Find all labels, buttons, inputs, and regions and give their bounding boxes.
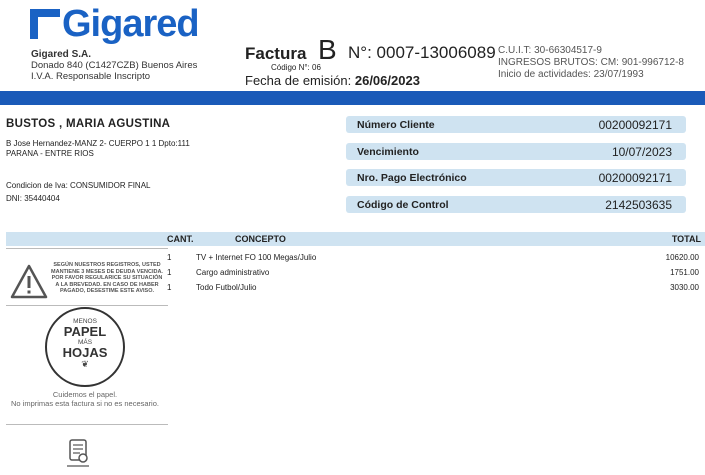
info-row-pago-electronico (346, 169, 686, 186)
company-iva: I.V.A. Responsable Inscripto (31, 71, 150, 82)
numero-value: 0007-13006089 (376, 43, 496, 62)
inicio-line: Inicio de actividades: 23/07/1993 (498, 69, 644, 80)
codigo-value: 06 (312, 63, 321, 72)
header-divider-bar (0, 91, 705, 105)
client-address-line2: PARANA - ENTRE RIOS (6, 149, 94, 158)
sidebar-divider-mid (6, 305, 168, 306)
info-row-codigo-control (346, 196, 686, 213)
info-row-vencimiento (346, 143, 686, 160)
sidebar-divider-top (6, 248, 168, 249)
header-concepto: CONCEPTO (235, 234, 286, 244)
codigo-label: Código N°: (271, 63, 310, 72)
info-value: 2142503635 (605, 197, 672, 212)
row-cant: 1 (167, 283, 172, 292)
gigared-logo (30, 3, 199, 45)
info-value: 00200092171 (598, 117, 672, 132)
badge-mas: MÁS (77, 339, 93, 346)
logo-text: Gigared (62, 3, 199, 45)
warning-icon (10, 264, 48, 305)
factura-numero (348, 43, 496, 63)
company-info (31, 49, 197, 82)
tax-info (498, 45, 684, 81)
badge-hojas: HOJAS (62, 345, 108, 360)
row-total: 1751.00 (670, 268, 699, 277)
fecha-label: Fecha de emisión: (245, 73, 352, 88)
table-header (6, 232, 705, 246)
row-cant: 1 (167, 253, 172, 262)
codigo-numero (271, 63, 321, 72)
info-value: 10/07/2023 (611, 144, 672, 159)
badge-papel: PAPEL (63, 324, 107, 339)
company-name: Gigared S.A. (31, 49, 92, 60)
row-concepto: TV + Internet FO 100 Megas/Julio (196, 253, 317, 262)
header-cant: CANT. (167, 234, 194, 244)
ingresos-line: INGRESOS BRUTOS: CM: 901-996712-8 (498, 57, 684, 68)
badge-menos: MENOS (73, 318, 97, 325)
cuidemos-line1: Cuidemos el papel. (52, 390, 118, 399)
fecha-emision (245, 73, 420, 88)
leaf-icon: ❦ (81, 359, 89, 369)
info-row-numero-cliente (346, 116, 686, 133)
info-label: Vencimiento (357, 145, 419, 158)
sidebar-divider-bottom (6, 424, 168, 425)
client-iva: Condicion de Iva: CONSUMIDOR FINAL (6, 181, 151, 190)
client-name: BUSTOS , MARIA AGUSTINA (6, 118, 171, 130)
company-address: Donado 840 (C1427CZB) Buenos Aires (31, 60, 198, 71)
info-value: 00200092171 (598, 170, 672, 185)
info-label: Nro. Pago Electrónico (357, 171, 467, 184)
row-concepto: Todo Futbol/Julio (196, 283, 257, 292)
fecha-value: 26/06/2023 (354, 73, 420, 88)
document-icon (67, 438, 91, 473)
row-concepto: Cargo administrativo (196, 268, 270, 277)
cuidemos-text (10, 391, 160, 408)
cuidemos-line2: No imprimas esta factura si no es necesario. (11, 398, 159, 408)
cuit-line: C.U.I.T: 30-66304517-9 (498, 45, 602, 56)
client-tax (6, 179, 151, 205)
row-total: 10620.00 (665, 253, 699, 262)
factura-label: Factura (245, 44, 307, 63)
factura-letter: B (318, 34, 337, 65)
header-total: TOTAL (671, 234, 701, 244)
info-label: Código de Control (357, 198, 449, 211)
client-address-line1: B Jose Hernandez-MANZ 2- CUERPO 1 1 Dpto:111 (6, 139, 190, 148)
menos-papel-badge (45, 307, 125, 387)
client-dni: DNI: 35440404 (6, 194, 60, 203)
numero-label: N°: (348, 43, 372, 62)
row-cant: 1 (167, 268, 172, 277)
info-label: Número Cliente (357, 118, 435, 131)
row-total: 3030.00 (670, 283, 699, 292)
client-address (6, 139, 190, 159)
logo-mark (30, 9, 60, 39)
warning-text: SEGÚN NUESTROS REGISTROS, USTED MANTIENE 3 MESES DE DEUDA VENCIDA. POR FAVOR REGULARICE SU SITUACIÓN A LA BREVEDAD. EN CASO DE HABER PAGADO, DESESTIME ESTE AVISO. (51, 262, 163, 294)
